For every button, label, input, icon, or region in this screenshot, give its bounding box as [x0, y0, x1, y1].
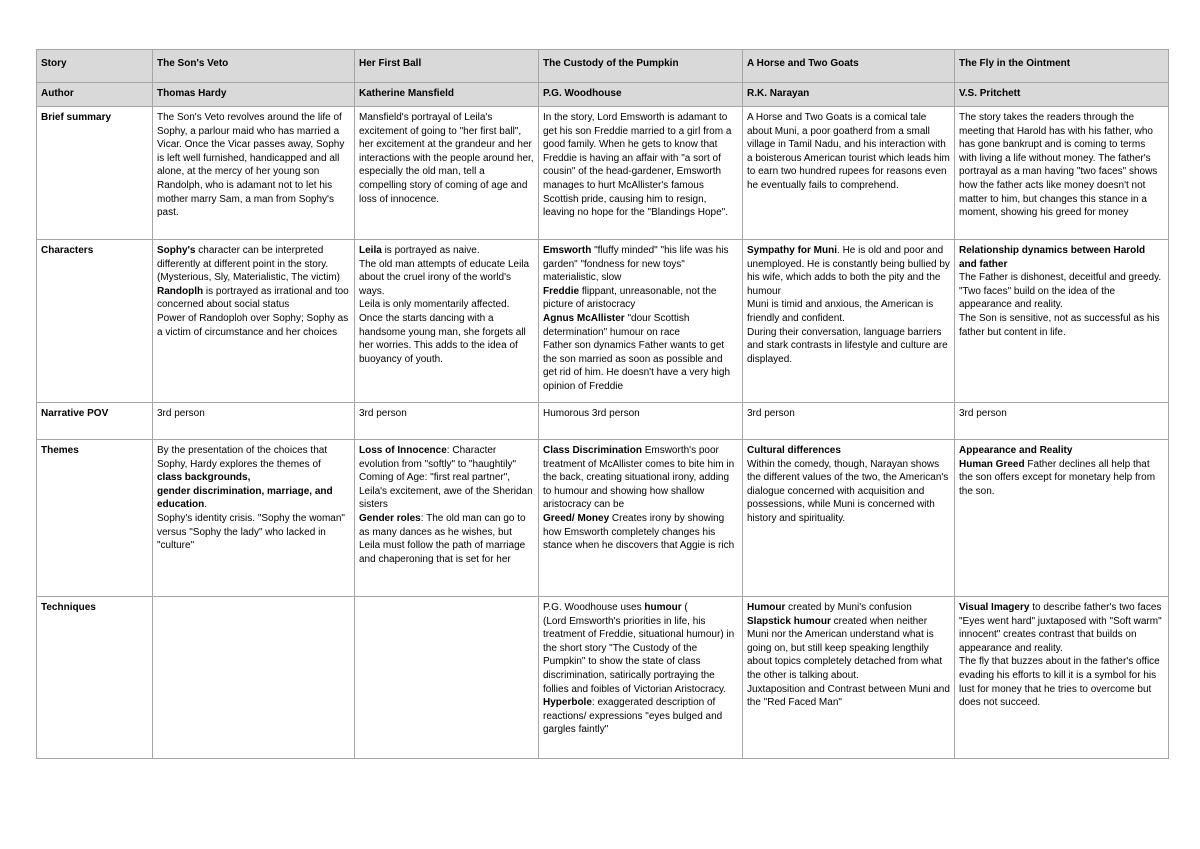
- characters-pritchett: [955, 240, 1169, 403]
- char-name: Sympathy for Muni: [747, 245, 838, 256]
- themes-woodhouse: [539, 440, 743, 597]
- author-hardy: Thomas Hardy: [153, 83, 355, 107]
- characters-woodhouse: [539, 240, 743, 403]
- char-text: . He is old and poor and unemployed. He is constantly being bullied by his wife, which adds to both the pity and the humour: [747, 245, 950, 297]
- char-text: character can be interpreted differently at different point in the story. (Mysterious, Sly, Materialistic, The victim): [157, 245, 340, 284]
- summary-label: Brief summary: [37, 107, 153, 240]
- techniques-pritchett: [955, 597, 1169, 759]
- char-text: During their conversation, language barriers and stark contrasts in lifestyle and culture are displayed.: [747, 326, 948, 365]
- author-woodhouse: P.G. Woodhouse: [539, 83, 743, 107]
- techniques-row: [37, 597, 1169, 759]
- author-narayan: R.K. Narayan: [743, 83, 955, 107]
- summary-narayan: A Horse and Two Goats is a comical tale about Muni, a poor goatherd from a small village in Tamil Nadu, and his interaction with a boisterous American tourist which leads him to earn two hundred rupees for reasons even he eventually fails to comprehend.: [743, 107, 955, 240]
- technique-text: to describe father's two faces "Eyes went hard" juxtaposed with "Soft warm" innocent" creates contrast that builds on appearance and reality.: [959, 602, 1162, 654]
- pov-label: Narrative POV: [37, 403, 153, 440]
- char-name: Freddie: [543, 285, 580, 297]
- techniques-hardy: [153, 597, 355, 759]
- char-name: Relationship dynamics between Harold and father: [959, 245, 1146, 270]
- theme-text: Within the comedy, though, Narayan shows the different values of the two, the American's dialogue concerned with acquisition and possessions, while Muni is concerned with history and spirituality.: [747, 458, 949, 524]
- char-text: flippant, unreasonable, not the picture of aristocracy: [543, 285, 717, 311]
- characters-hardy: [153, 240, 355, 403]
- theme-text: : The old man can go to as many dances as he wishes, but Leila must follow the path of marriage and chaperoning that is set for her: [359, 512, 526, 565]
- char-text: The Son is sensitive, not as successful as his father but content in life.: [959, 312, 1160, 338]
- themes-hardy: [153, 440, 355, 597]
- theme-text: Coming of Age: "first real partner", Leila's excitement, awe of the Sheridan sisters: [359, 472, 533, 511]
- summary-row: [37, 107, 1169, 240]
- pov-woodhouse: Humorous 3rd person: [539, 403, 743, 440]
- theme-name: Cultural differences: [747, 445, 841, 456]
- pov-mansfield: 3rd person: [355, 403, 539, 440]
- technique-name: Slapstick humour: [747, 615, 831, 627]
- author-pritchett: V.S. Pritchett: [955, 83, 1169, 107]
- theme-text: Creates irony by showing how Emsworth completely changes his stance when he discovers that Aggie is rich: [543, 512, 735, 552]
- theme-name: Class Discrimination: [543, 445, 642, 456]
- technique-name: humour: [644, 602, 682, 613]
- char-text: The Father is dishonest, deceitful and greedy. "Two faces" build on the idea of the appearance and reality.: [959, 272, 1162, 311]
- theme-name: class backgrounds,: [157, 472, 251, 484]
- techniques-label: Techniques: [37, 597, 153, 759]
- themes-label: Themes: [37, 440, 153, 597]
- author-mansfield: Katherine Mansfield: [355, 83, 539, 107]
- story-woodhouse: The Custody of the Pumpkin: [539, 50, 743, 83]
- theme-text: Father declines all help that the son offers except for monetary help from the son.: [959, 458, 1156, 497]
- technique-text: created by Muni's confusion: [785, 602, 912, 613]
- techniques-mansfield: [355, 597, 539, 759]
- story-pritchett: The Fly in the Ointment: [955, 50, 1169, 83]
- char-name: Leila: [359, 245, 382, 256]
- char-name: Randoplh: [157, 285, 204, 297]
- char-text: The old man attempts of educate Leila about the cruel irony of the world's ways.: [359, 258, 530, 297]
- theme-name: Greed/ Money: [543, 512, 610, 524]
- technique-name: Visual Imagery: [959, 602, 1030, 613]
- char-name: Sophy's: [157, 245, 196, 256]
- technique-text: Juxtaposition and Contrast between Muni and the "Red Faced Man": [747, 683, 950, 709]
- technique-text: (Lord Emsworth's priorities in life, his treatment of Freddie, situational humour) in the short story "The Custody of the Pumpkin" to show the state of class discrimination, satirically portraying the follies and foibles of Victorian Aristocracy.: [543, 615, 735, 695]
- techniques-woodhouse: [539, 597, 743, 759]
- technique-name: Hyperbole: [543, 697, 592, 709]
- summary-mansfield: Mansfield's portrayal of Leila's excitement of going to "her first ball", her excitement at the grandeur and her interactions with the people around her, especially the old man, tell a compelling story of coming of age and loss of innocence.: [355, 107, 539, 240]
- technique-text: created when neither Muni nor the American understand what is going on, but still keep speaking lengthily about topics completely detached from what the other is talking about.: [747, 615, 943, 681]
- theme-text: : Character evolution from "softly" to "haughtily": [359, 445, 517, 470]
- themes-pritchett: [955, 440, 1169, 597]
- story-hardy: The Son's Veto: [153, 50, 355, 83]
- characters-label: Characters: [37, 240, 153, 403]
- char-text: Leila is only momentarily affected.: [359, 299, 510, 311]
- char-text: Power of Randoploh over Sophy; Sophy as a victim of circumstance and her choices: [157, 312, 349, 338]
- story-row: [37, 50, 1169, 83]
- pov-hardy: 3rd person: [153, 403, 355, 440]
- theme-name: Loss of Innocence: [359, 445, 447, 456]
- summary-pritchett: The story takes the readers through the meeting that Harold has with his father, who has gone bankrupt and is coming to terms with living a life without money. The father's portrayal as a man having "two faces" shows how the father acts like money doesn't not matter to him, but changes this stance in a moment, showing his greed for money: [955, 107, 1169, 240]
- characters-narayan: [743, 240, 955, 403]
- technique-text: : exaggerated description of reactions/ expressions "eyes bulged and gargles faintly": [543, 697, 723, 736]
- characters-row: [37, 240, 1169, 403]
- char-text: Father son dynamics Father wants to get the son married as soon as possible and get rid of him. He doesn't have a very high opinion of Freddie: [543, 340, 731, 392]
- pov-row: [37, 403, 1169, 440]
- story-comparison-table: [36, 49, 1169, 759]
- theme-name: Gender roles: [359, 512, 421, 524]
- story-narayan: A Horse and Two Goats: [743, 50, 955, 83]
- themes-row: [37, 440, 1169, 597]
- char-text: "dour Scottish determination" humour on race: [543, 312, 690, 338]
- pov-narayan: 3rd person: [743, 403, 955, 440]
- theme-name: gender discrimination, marriage, and education: [157, 485, 333, 511]
- theme-name: Human Greed: [959, 458, 1025, 470]
- char-name: Emsworth: [543, 245, 592, 256]
- theme-text: Emsworth's poor treatment of McAllister comes to bite him in the back, creating situational irony, adding to humour and showing how shallow aristocracy can be: [543, 445, 735, 511]
- summary-hardy: The Son's Veto revolves around the life of Sophy, a parlour maid who has married a Vicar. Once the Vicar passes away, Sophy is left well furnished, handicapped and all alone, at the mercy of her young son Randolph, who is adamant not to let his mother marry Sam, a man from Sophy's past.: [153, 107, 355, 240]
- technique-text: The fly that buzzes about in the father's office evading his efforts to kill it is a symbol for his lust for money that he tries to overcome but does not succeed.: [959, 656, 1160, 709]
- author-row: [37, 83, 1169, 107]
- char-text: is portrayed as irrational and too concerned about social status: [157, 285, 349, 311]
- theme-text: Sophy's identity crisis. "Sophy the woman" versus "Sophy the lady" who lacked in "culture": [157, 512, 345, 552]
- themes-narayan: [743, 440, 955, 597]
- story-mansfield: Her First Ball: [355, 50, 539, 83]
- characters-mansfield: [355, 240, 539, 403]
- char-name: Agnus McAllister: [543, 312, 625, 324]
- char-text: is portrayed as naive.: [381, 245, 480, 256]
- author-label: Author: [37, 83, 153, 107]
- story-label: Story: [37, 50, 153, 83]
- summary-woodhouse: In the story, Lord Emsworth is adamant to get his son Freddie married to a girl from a good family. When he gets to know that Freddie is having an affair with "a sort of cousin" of the head-gardener, Emsworth manages to hurt McAllister's famous Scottish pride, causing him to resign, leaving no hope for the "Blandings Hope".: [539, 107, 743, 240]
- technique-text: (: [681, 602, 688, 613]
- themes-mansfield: [355, 440, 539, 597]
- pov-pritchett: 3rd person: [955, 403, 1169, 440]
- theme-text: .: [204, 499, 208, 511]
- char-text: Once the starts dancing with a handsome young man, she forgets all her worries. This adds to the idea of buoyancy of youth.: [359, 312, 526, 365]
- char-text: "fluffy minded" "his life was his garden" "fondness for new toys" materialistic, slow: [543, 245, 729, 284]
- theme-name: Appearance and Reality: [959, 445, 1073, 456]
- theme-text: By the presentation of the choices that Sophy, Hardy explores the themes of: [157, 445, 328, 470]
- char-text: Muni is timid and anxious, the American is friendly and confident.: [747, 299, 934, 324]
- technique-text: P.G. Woodhouse uses: [543, 602, 645, 613]
- techniques-narayan: [743, 597, 955, 759]
- technique-name: Humour: [747, 602, 786, 613]
